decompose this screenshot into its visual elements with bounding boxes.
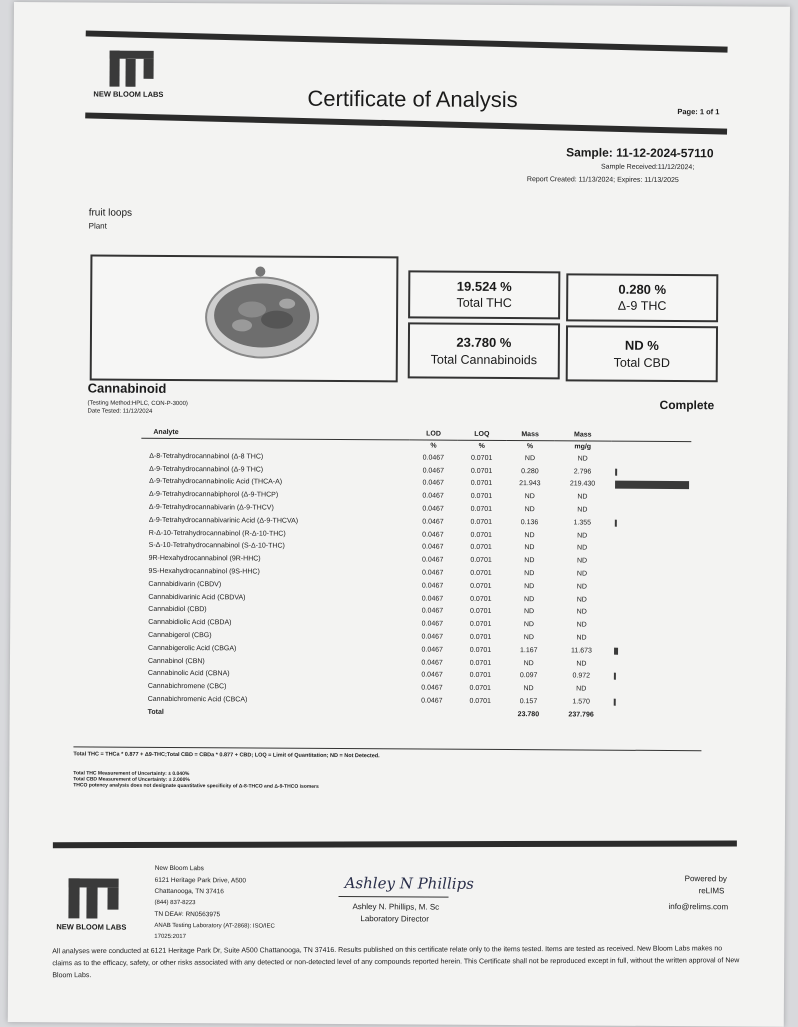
mass-pct-value: 0.097 xyxy=(519,672,538,680)
mass-mg-value: ND xyxy=(576,660,587,668)
col-bar xyxy=(611,430,691,442)
thco-note: THCO potency analysis does not designate quantitative specificity of Δ-8-THCO and Δ-9-THCO isomers xyxy=(73,782,319,790)
mass-mg-value: ND xyxy=(577,506,588,514)
mass-mg-value: ND xyxy=(577,455,588,463)
loq-value: 0.0701 xyxy=(470,531,492,539)
loq-value: 0.0701 xyxy=(470,595,492,603)
mass-bar-cell xyxy=(610,645,690,658)
mass-mg-value: ND xyxy=(576,621,587,629)
mass-pct-value: ND xyxy=(524,493,535,501)
d9-thc-card xyxy=(566,273,718,322)
unit-loq: % xyxy=(478,442,485,450)
footer-anab: ANAB Testing Laboratory (AT-2868): ISO/IEC xyxy=(154,922,275,930)
analyte-name: 9S-Hexahydrocannabinol (9S-HHC) xyxy=(148,567,260,576)
total-thc-label: Total THC xyxy=(456,295,512,311)
mass-bar-cell xyxy=(610,606,690,619)
uncertainty-cbd: Total CBD Measurement of Uncertainty: ± 2.000% xyxy=(73,776,190,784)
mass-mg-value: ND xyxy=(576,634,587,642)
footer-address2: Chattanooga, TN 37416 xyxy=(154,887,224,896)
header-rule-bottom xyxy=(85,112,727,134)
section-title: Cannabinoid xyxy=(87,380,167,396)
notes-rule xyxy=(73,746,701,751)
footer-address1: 6121 Heritage Park Drive, A500 xyxy=(154,876,247,885)
mass-mg-value: ND xyxy=(576,557,588,565)
lod-value: 0.0467 xyxy=(422,556,444,564)
loq-value: 0.0701 xyxy=(469,608,492,616)
mass-mg-value: ND xyxy=(577,532,588,540)
mass-pct-value: 1.167 xyxy=(519,646,538,655)
loq-value: 0.0701 xyxy=(469,633,492,641)
lod-value: 0.0467 xyxy=(421,607,444,616)
total-lod xyxy=(408,707,456,720)
mass-mg-value: 11.673 xyxy=(571,647,592,655)
lod-value: 0.0467 xyxy=(421,646,443,654)
mass-bar-cell xyxy=(610,683,690,696)
loq-value: 0.0701 xyxy=(470,557,492,565)
analyte-name: Δ-8-Tetrahydrocannabinol (Δ-8 THC) xyxy=(149,452,264,461)
status-complete: Complete xyxy=(659,397,715,413)
mass-pct-value: ND xyxy=(523,634,534,642)
loq-value: 0.0701 xyxy=(470,467,493,475)
sample-id: Sample: 11-12-2024-57110 xyxy=(566,145,714,161)
analyte-name: Cannabinolic Acid (CBNA) xyxy=(147,670,230,678)
loq-value: 0.0701 xyxy=(470,480,493,488)
page-title: Certificate of Analysis xyxy=(307,85,518,113)
lod-value: 0.0467 xyxy=(421,684,443,692)
analyte-name: Δ-9-Tetrahydrocannabivarinic Acid (Δ-9-THCVA) xyxy=(148,516,299,525)
lod-value: 0.0467 xyxy=(421,671,443,680)
lod-value: 0.0467 xyxy=(421,697,443,705)
analyte-name: Cannabigerol (CBG) xyxy=(148,631,212,640)
header-rule-top xyxy=(86,30,728,52)
col-mass-pct: Mass xyxy=(506,429,554,441)
mass-mg-value: 2.796 xyxy=(573,468,592,476)
mass-mg-value: ND xyxy=(576,608,587,616)
signer-role: Laboratory Director xyxy=(360,914,429,924)
mass-pct-value: ND xyxy=(523,621,535,629)
mass-bar-cell xyxy=(610,568,690,581)
unit-mass-pct: % xyxy=(526,443,534,451)
analyte-name: Δ-9-Tetrahydrocannabinol (Δ-9 THC) xyxy=(149,465,264,474)
total-thc-value: 19.524 % xyxy=(456,278,512,295)
loq-value: 0.0701 xyxy=(470,505,493,514)
analyte-name: Cannabichromene (CBC) xyxy=(147,683,227,691)
powered-by-label: Powered by xyxy=(684,874,727,884)
col-analyte: Analyte xyxy=(141,427,409,440)
analyte-name: Cannabigerolic Acid (CBGA) xyxy=(148,644,237,653)
loq-value: 0.0701 xyxy=(469,697,491,705)
loq-value: 0.0701 xyxy=(469,672,492,680)
mass-pct-value: ND xyxy=(523,659,534,667)
loq-value: 0.0701 xyxy=(470,544,492,552)
analyte-name: Cannabinol (CBN) xyxy=(147,657,205,665)
sample-photo-image xyxy=(92,256,397,380)
analyte-name: 9R-Hexahydrocannabinol (9R-HHC) xyxy=(148,555,261,563)
mass-bar-cell xyxy=(611,504,691,517)
date-tested: Date Tested: 11/12/2024 xyxy=(87,408,153,415)
analyte-name: Cannabidiol (CBD) xyxy=(148,606,207,614)
footer-phone: (844) 837-8223 xyxy=(154,899,196,907)
mass-bar-cell xyxy=(611,555,691,568)
mass-pct-value: ND xyxy=(523,608,535,616)
mass-bar xyxy=(615,468,617,475)
mass-bar-cell xyxy=(611,478,691,491)
mass-bar xyxy=(614,648,618,655)
d9-thc-label: Δ-9 THC xyxy=(617,298,667,313)
mass-pct-value: ND xyxy=(523,685,534,693)
mass-bar-cell xyxy=(611,465,691,478)
support-email[interactable]: info@relims.com xyxy=(668,902,729,912)
mass-pct-value: ND xyxy=(524,582,535,591)
mass-pct-value: 21.943 xyxy=(519,480,541,488)
mass-pct-value: 0.280 xyxy=(521,467,539,475)
lod-value: 0.0467 xyxy=(422,543,444,552)
sample-photo-frame xyxy=(90,254,399,382)
testing-method: (Testing Method:HPLC, CON-P-3000) xyxy=(87,400,188,408)
footer-dea: TN DEA#: RN0563975 xyxy=(154,910,221,919)
lod-value: 0.0467 xyxy=(421,659,443,667)
sample-type: Plant xyxy=(88,221,107,231)
lod-value: 0.0467 xyxy=(421,620,444,628)
mass-pct-value: ND xyxy=(524,455,536,463)
mass-bar-cell xyxy=(610,657,690,670)
uncertainty-thc: Total THC Measurement of Uncertainty: ± 0.040% xyxy=(73,770,190,778)
mass-bar-cell xyxy=(611,529,691,542)
mass-pct-value: ND xyxy=(524,570,535,578)
loq-value: 0.0701 xyxy=(470,569,492,577)
lod-value: 0.0467 xyxy=(421,595,444,603)
lab-logo-text: NEW BLOOM LABS xyxy=(93,89,164,99)
signature-line xyxy=(339,896,449,898)
mass-mg-value: 0.972 xyxy=(572,672,591,680)
footer-logo-icon xyxy=(68,878,118,918)
analyte-name: R-Δ-10-Tetrahydrocannabinol (R-Δ-10-THC) xyxy=(148,529,286,538)
unit-mass-mg: mg/g xyxy=(574,443,592,451)
mass-bar xyxy=(614,699,616,706)
mass-mg-value: ND xyxy=(576,583,587,591)
sample-name: fruit loops xyxy=(88,207,133,219)
total-label: Total xyxy=(147,708,164,716)
lod-value: 0.0467 xyxy=(422,492,444,500)
page-number: Page: 1 of 1 xyxy=(677,107,720,117)
mass-bar-cell xyxy=(610,632,690,645)
sample-received: Sample Received:11/12/2024; xyxy=(600,163,695,172)
mass-pct-value: 0.157 xyxy=(519,698,538,706)
lod-value: 0.0467 xyxy=(422,479,444,488)
mass-mg-value: ND xyxy=(577,493,588,501)
director-signature: Ashley N Phillips xyxy=(344,874,474,893)
total-pct: 23.780 xyxy=(517,710,540,719)
lod-value: 0.0467 xyxy=(421,633,444,641)
mass-bar-cell xyxy=(610,581,690,594)
total-cannabinoids-label: Total Cannabinoids xyxy=(430,352,538,368)
col-lod: LOD xyxy=(409,428,457,440)
loq-value: 0.0701 xyxy=(470,518,493,526)
mass-pct-value: ND xyxy=(524,506,535,514)
report-dates: Report Created: 11/13/2024; Expires: 11/13/2025 xyxy=(526,176,679,185)
mass-mg-value: 219.430 xyxy=(569,480,596,489)
certificate-page xyxy=(8,2,790,1027)
total-cannabinoids-value: 23.780 % xyxy=(456,334,512,351)
mass-bar-cell xyxy=(610,593,690,606)
mass-mg-value: ND xyxy=(576,685,587,693)
analyte-name: S-Δ-10-Tetrahydrocannabinol (S-Δ-10-THC) xyxy=(148,542,285,551)
total-cbd-card xyxy=(566,325,718,382)
lod-value: 0.0467 xyxy=(422,505,444,513)
lod-value: 0.0467 xyxy=(422,518,444,526)
lod-value: 0.0467 xyxy=(421,582,444,590)
lod-value: 0.0467 xyxy=(422,531,444,539)
loq-value: 0.0701 xyxy=(470,582,492,590)
mass-bar-cell xyxy=(610,696,690,709)
mass-pct-value: ND xyxy=(524,557,535,565)
mass-pct-value: ND xyxy=(524,544,535,552)
footer-rule xyxy=(53,840,737,848)
footer-logo-text: NEW BLOOM LABS xyxy=(56,922,127,932)
lod-value: 0.0467 xyxy=(422,454,445,462)
loq-value: 0.0701 xyxy=(469,646,492,654)
col-loq: LOQ xyxy=(458,429,506,441)
loq-value: 0.0701 xyxy=(470,493,493,501)
formula-note: Total THC = THCa * 0.877 + Δ9-THC;Total CBD = CBDa * 0.877 + CBD; LOQ = Limit of Quantitation; ND = Not Detected. xyxy=(73,751,380,760)
disclaimer: All analyses were conducted at 6121 Heritage Park Dr, Suite A500 Chattanooga, TN 37416. Results published on this certificate relate only to the items tested. Items are tested as received. New Bloom Labs makes no claims as to the efficacy, safety, or other risks associated with any detected or non-detected level of any compounds reported herein. This Certificate shall not be reproduced except in full, without the written approval of New Bloom Labs. xyxy=(52,945,740,980)
signer-name: Ashley N. Phillips, M. Sc xyxy=(352,902,440,912)
analyte-name: Δ-9-Tetrahydrocannabiphorol (Δ-9-THCP) xyxy=(148,491,279,499)
mass-mg-value: 1.570 xyxy=(572,698,590,706)
mass-pct-value: ND xyxy=(524,595,535,603)
mass-bar-cell xyxy=(611,491,691,504)
lab-logo-icon xyxy=(109,51,153,87)
mass-bar xyxy=(615,481,689,489)
total-cbd-label: Total CBD xyxy=(613,355,670,371)
total-thc-card xyxy=(408,270,560,319)
total-row xyxy=(140,706,690,722)
mass-mg-value: ND xyxy=(576,570,588,578)
loq-value: 0.0701 xyxy=(469,685,491,693)
analyte-name: Δ-9-Tetrahydrocannabivarin (Δ-9-THCV) xyxy=(148,503,274,512)
loq-value: 0.0701 xyxy=(469,621,492,629)
unit-lod: % xyxy=(430,442,437,450)
mass-bar-cell xyxy=(610,619,690,632)
powered-by-brand: reLIMS xyxy=(698,886,725,896)
mass-bar-cell xyxy=(611,542,691,555)
cannabinoid-table xyxy=(140,427,692,722)
lod-value: 0.0467 xyxy=(421,569,444,577)
mass-bar-cell xyxy=(611,453,691,466)
d9-thc-value: 0.280 % xyxy=(618,281,667,297)
analyte-name: Δ-9-Tetrahydrocannabinolic Acid (THCA-A) xyxy=(149,478,283,487)
mass-bar xyxy=(615,520,617,527)
total-loq xyxy=(456,708,504,721)
mass-pct-value: ND xyxy=(524,531,535,539)
loq-value: 0.0701 xyxy=(470,454,493,462)
mass-bar xyxy=(614,673,616,680)
analyte-name: Cannabidiolic Acid (CBDA) xyxy=(148,619,232,627)
mass-mg-value: 1.355 xyxy=(573,519,592,527)
total-bar xyxy=(610,709,690,722)
mass-mg-value: ND xyxy=(576,596,587,604)
mass-bar-cell xyxy=(610,670,690,683)
col-mass-mg: Mass xyxy=(554,429,611,441)
analyte-name: Cannabidivarinic Acid (CBDVA) xyxy=(148,593,246,602)
mass-pct-value: 0.136 xyxy=(520,518,539,527)
footer-lab-name: New Bloom Labs xyxy=(154,864,204,873)
loq-value: 0.0701 xyxy=(469,659,492,667)
lod-value: 0.0467 xyxy=(422,467,445,475)
mass-mg-value: ND xyxy=(577,544,588,552)
total-cannabinoids-card xyxy=(408,322,560,379)
analyte-name: Cannabichromenic Acid (CBCA) xyxy=(147,695,248,704)
mass-bar-cell xyxy=(611,517,691,530)
total-mg: 237.796 xyxy=(568,711,594,719)
total-cbd-value: ND % xyxy=(624,337,659,353)
analyte-name: Cannabidivarin (CBDV) xyxy=(148,580,222,589)
footer-iso: 17025:2017 xyxy=(154,933,187,941)
